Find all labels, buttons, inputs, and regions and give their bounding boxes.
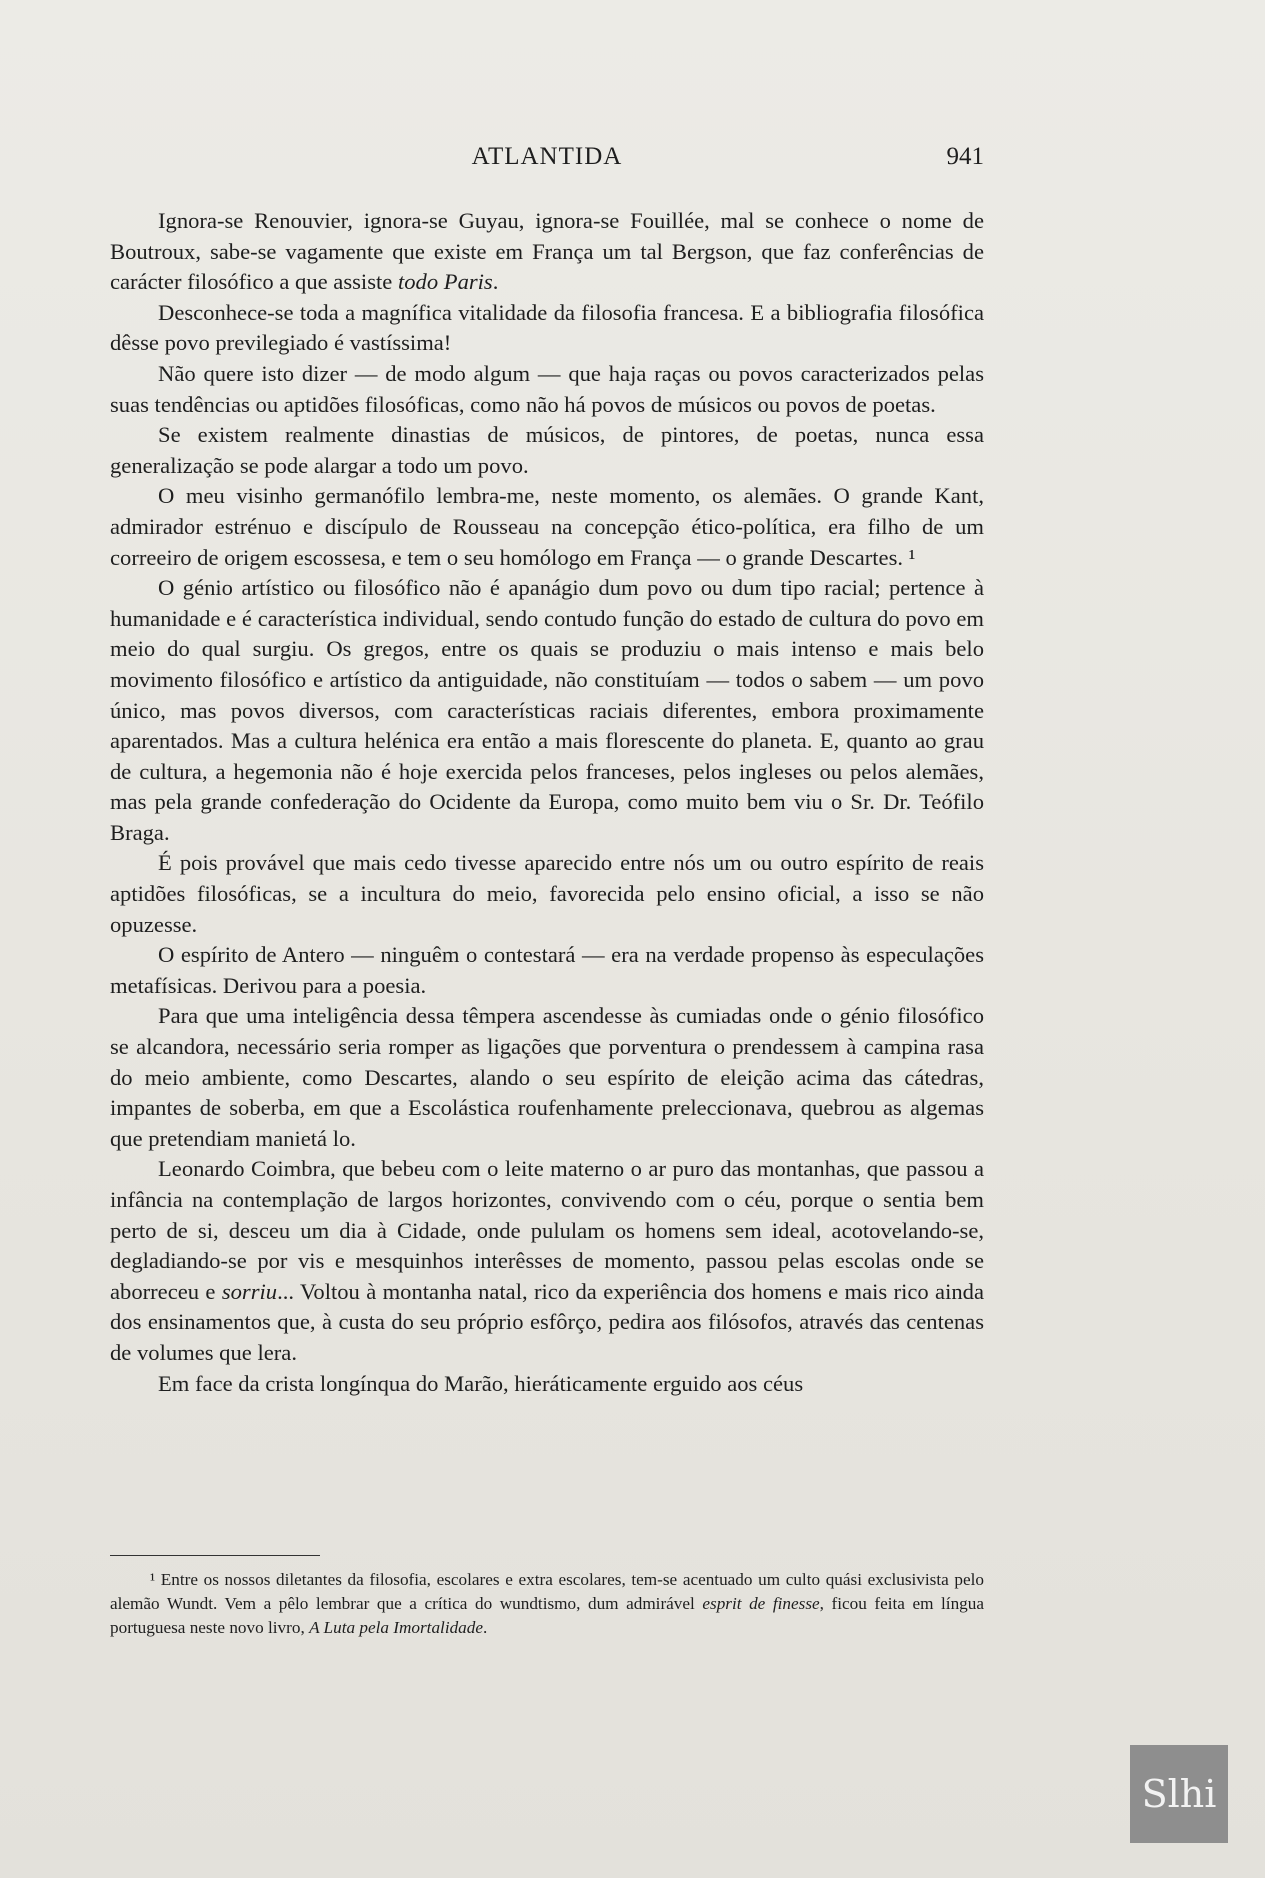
paragraph: Se existem realmente dinastias de músicos, de pintores, de poetas, nunca essa generalização se pode alargar a todo um povo. [110,422,984,478]
paragraph: Ignora-se Renouvier, ignora-se Guyau, ignora-se Fouillée, mal se conhece o nome de Boutroux, sabe-se vagamente que existe em França um tal Bergson, que faz conferências de carácter filosófico a que assiste todo Paris. [110,208,984,295]
paragraph: Desconhece-se toda a magnífica vitalidade da filosofia francesa. E a bibliografia filosófica dêsse povo previlegiado é vastíssima! [110,299,984,356]
library-watermark-logo: Slhi [1130,1745,1228,1843]
paragraph: Não quere isto dizer — de modo algum — que haja raças ou povos caracterizados pelas suas tendências ou aptidões filosóficas, como não há povos de músicos ou povos de poetas. [110,360,984,417]
body-text [110,206,984,1399]
paragraph: Em face da crista longínqua do Marão, hieráticamente erguido aos céus [158,1370,804,1396]
page-header [110,143,984,179]
paragraph: Para que uma inteligência dessa têmpera ascendesse às cumiadas onde o génio filosófico se alcandora, necessário seria romper as ligações que porventura o prendessem à campina rasa do meio ambiente, como Descartes, alando o seu espírito de eleição acima das cátedras, impantes de soberba, em que a Escolástica roufenhamente preleccionava, quebrou as algemas que pretendiam manietá lo. [110,1003,984,1151]
running-title: ATLANTIDA [471,143,623,170]
paragraph: O meu visinho germanófilo lembra-me, neste momento, os alemães. O grande Kant, admirador estrénuo e discípulo de Rousseau na concepção ético-política, era filho de um correeiro de origem escossesa, e tem o seu homólogo em França — o grande Descartes. ¹ [110,483,984,570]
footnote: ¹ Entre os nossos diletantes da filosofia, escolares e extra escolares, tem-se acentuado um culto quási exclusivista pelo alemão Wundt. Vem a pêlo lembrar que a crítica do wundtismo, dum admirável esprit de finesse, ficou feita em língua portuguesa neste novo livro, A Luta pela Imortalidade. [110,1570,984,1638]
paragraph: É pois provável que mais cedo tivesse aparecido entre nós um ou outro espírito de reais aptidões filosóficas, se a incultura do meio, favorecida pelo ensino oficial, a isso se não opuzesse. [110,850,984,937]
paragraph: O espírito de Antero — ninguêm o contestará — era na verdade propenso às especulações metafísicas. Derivou para a poesia. [110,942,984,998]
paragraph: Leonardo Coimbra, que bebeu com o leite materno o ar puro das montanhas, que passou a infância na contemplação de largos horizontes, convivendo com o céu, porque o sentia bem perto de si, desceu um dia à Cidade, onde pululam os homens sem ideal, acotovelando-se, degladiando-se por vis e mesquinhos interêsses de momento, passou pelas escolas onde se aborreceu e sorriu... Voltou à montanha natal, rico da experiência dos homens e mais rico ainda dos ensinamentos que, à custa do seu próprio esfôrço, pedira aos filósofos, através das centenas de volumes que lera. [110,1156,984,1365]
page-number: 941 [946,143,984,170]
paragraph: O génio artístico ou filosófico não é apanágio dum povo ou dum tipo racial; pertence à humanidade e é característica individual, sendo contudo função do estado de cultura do povo em meio do qual surgiu. Os gregos, entre os quais se produziu o mais intenso e mais belo movimento filosófico e artístico da antiguidade, não constituíam — todos o sabem — um povo único, mas povos diversos, com características raciais diferentes, embora proximamente aparentados. Mas a cultura helénica era então a mais florescente do planeta. E, quanto ao grau de cultura, a hegemonia não é hoje exercida pelos franceses, pelos ingleses ou pelos alemães, mas pela grande confederação do Ocidente da Europa, como muito bem viu o Sr. Dr. Teófilo Braga. [110,575,984,845]
footnote-divider [110,1555,320,1556]
